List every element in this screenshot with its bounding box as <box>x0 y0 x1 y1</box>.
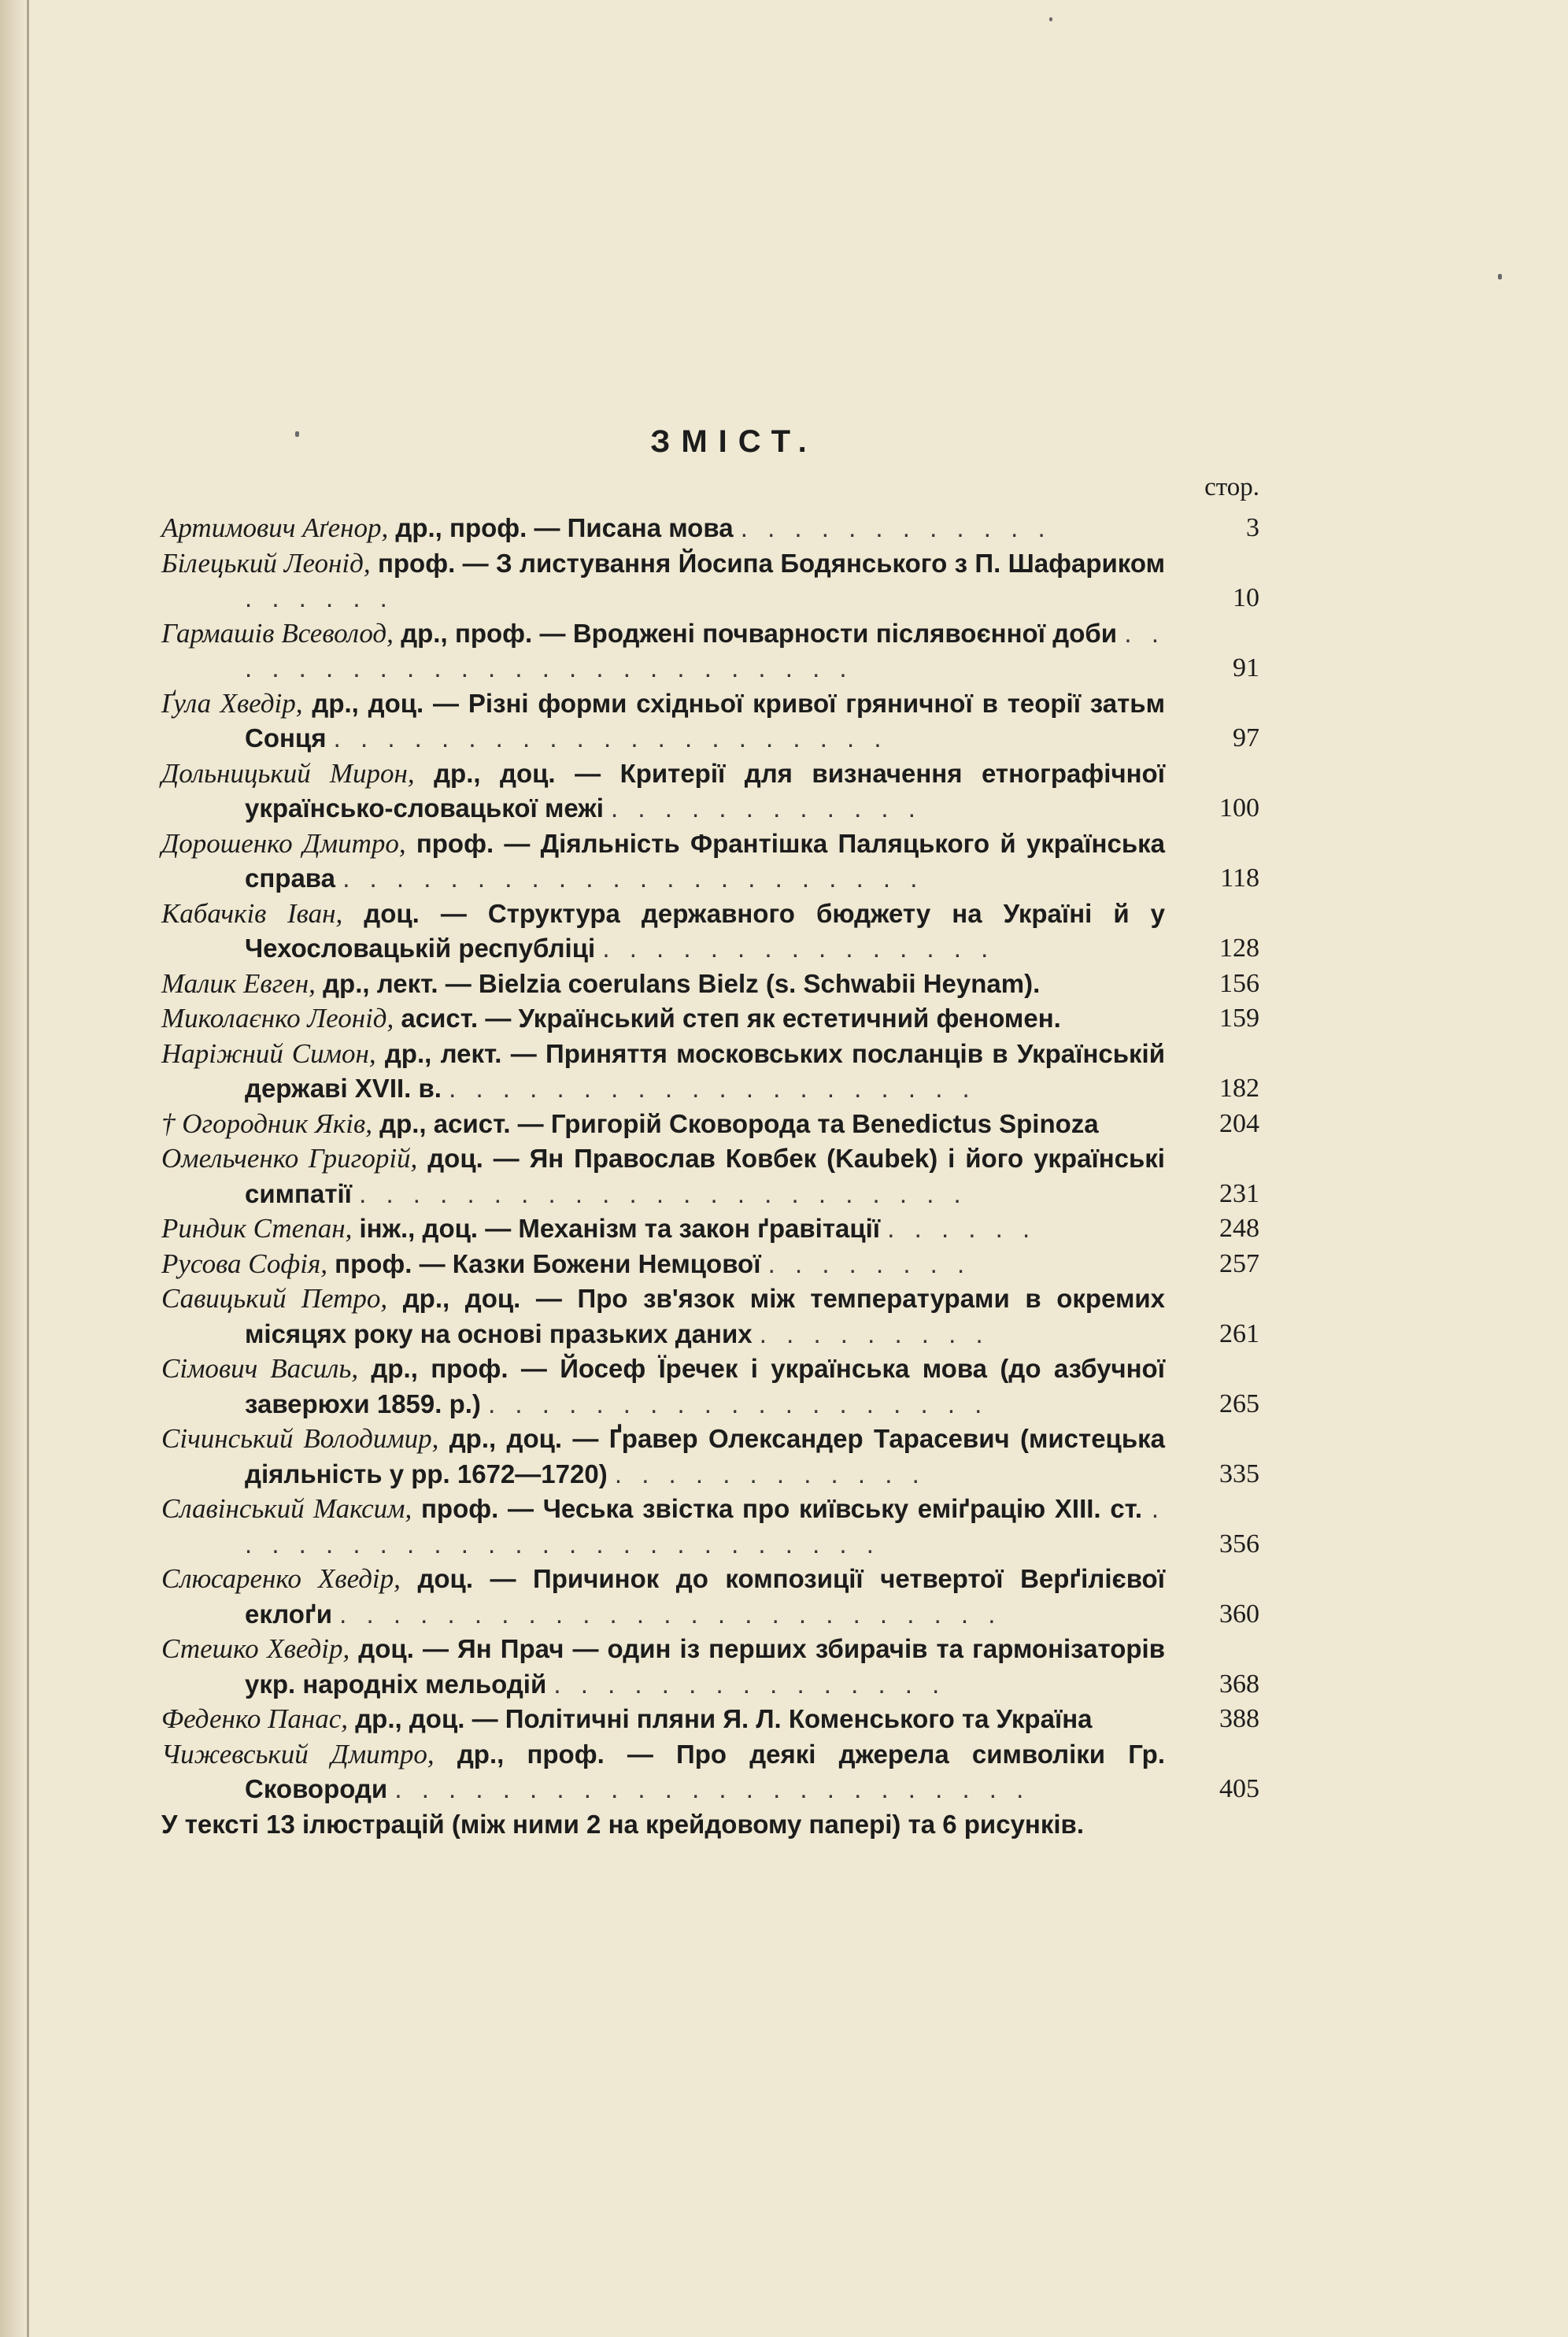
toc-entry-page: 356 <box>1219 1529 1259 1559</box>
toc-entry <box>161 1107 1259 1142</box>
table-of-contents <box>161 421 1259 1842</box>
toc-entry-text <box>161 1001 1259 1037</box>
illustrations-note: У тексті 13 ілюстрацій (між ними 2 на крейдовому папері) та 6 рисунків. <box>161 1809 1084 1839</box>
toc-entry-title: доц. — Ян Прач — один із перших збирачів та гармонізаторів укр. народніх мельодій <box>245 1634 1165 1699</box>
toc-entry-text <box>161 1107 1259 1142</box>
toc-entry-title: др., доц. — Про зв'язок між температурами в окремих місяцях року на основі празьких даних <box>245 1284 1166 1348</box>
toc-entry <box>161 756 1259 826</box>
toc-entry-page: 159 <box>1219 1004 1259 1033</box>
toc-entry-title: проф. — Казки Божени Немцової <box>327 1248 761 1278</box>
toc-leader-dots: . . . . . . . . . . . . . . . . . . . . . . . . <box>394 1774 1030 1803</box>
toc-entry <box>161 1141 1259 1211</box>
toc-entry-text <box>161 967 1259 1002</box>
toc-entry-text <box>161 1702 1259 1737</box>
toc-entry-author: Сімович Василь, <box>161 1353 359 1384</box>
toc-entry-author: Білецький Леонід, <box>161 547 371 579</box>
toc-entry-author: Риндик Степан, <box>161 1213 353 1244</box>
toc-entry-author: Наріжний Симон, <box>161 1037 376 1069</box>
toc-entry-page: 10 <box>1233 583 1259 612</box>
toc-entry <box>161 1422 1259 1492</box>
toc-entry <box>161 511 1259 546</box>
toc-entry-author: Русова Софія, <box>161 1248 327 1279</box>
toc-entry <box>161 1492 1259 1562</box>
toc-entry-text <box>161 1141 1259 1211</box>
toc-entry-title: проф. — Чеська звістка про київську еміґрацію XIII. ст. <box>412 1494 1143 1523</box>
toc-entry-page: 335 <box>1219 1459 1259 1488</box>
toc-leader-dots: . . . . . . . . . . . . . . . . . . . . . . . . . <box>245 1494 1166 1559</box>
toc-entry-page: 265 <box>1219 1389 1259 1418</box>
toc-entry-author: Славінський Максим, <box>161 1493 412 1524</box>
toc-entry-text <box>161 1247 1259 1282</box>
toc-entry-text <box>161 1352 1259 1422</box>
toc-entry-page: 388 <box>1219 1704 1259 1733</box>
toc-entry-title: др., доц. — Політичні пляни Я. Л. Коменського та Україна <box>348 1704 1093 1733</box>
toc-entry <box>161 616 1259 686</box>
toc-leader-dots: . . . . . . . . . . . . . . . <box>602 934 995 963</box>
toc-entry-author: Дорошенко Дмитро, <box>161 827 406 859</box>
toc-entry-author: Дольницький Мирон, <box>161 757 415 789</box>
toc-entry-text <box>161 1037 1259 1107</box>
toc-entry-title: інж., доц. — Механізм та закон ґравітації <box>352 1214 881 1243</box>
toc-entry-title: др., лект. — Приняття московських посланців в Українській державі XVII. в. <box>245 1038 1165 1103</box>
toc-entry-text <box>161 897 1259 967</box>
toc-entry-title: доц. — Ян Православ Ковбек (Kaubek) і його українські симпатії <box>245 1144 1165 1208</box>
toc-entry-title: др., проф. — Писана мова <box>388 513 734 542</box>
toc-leader-dots: . . . . . . . . . . . . . . . . . . . . . <box>333 723 888 752</box>
toc-entry-author: Миколаєнко Леонід, <box>161 1003 394 1034</box>
toc-entry <box>161 897 1259 967</box>
toc-entry-page: 97 <box>1233 723 1259 752</box>
toc-entry-title: проф. — Діяльність Франтішка Паляцького й українська справа <box>245 828 1165 893</box>
toc-entry-author: Савицький Петро, <box>161 1283 388 1314</box>
toc-entry <box>161 1001 1259 1037</box>
toc-entry <box>161 967 1259 1002</box>
toc-leader-dots: . . . . . . . . . <box>759 1318 989 1348</box>
toc-entry-page: 248 <box>1219 1214 1259 1243</box>
toc-entry-title: др., доц. — Критерії для визначення етнографічної українсько-словацької межі <box>245 758 1165 823</box>
toc-entry <box>161 1632 1259 1702</box>
toc-entries <box>161 511 1259 1807</box>
toc-entry-author: † Огородник Яків, <box>161 1107 372 1139</box>
toc-entry-page: 118 <box>1220 863 1259 893</box>
toc-entry-title: доц. — Причинок до композиції четвертої Верґілієвої еклоґи <box>245 1564 1165 1629</box>
ink-speck <box>1498 274 1502 279</box>
toc-entry-text <box>161 1737 1259 1807</box>
toc-entry-author: Кабачків Іван, <box>161 897 343 929</box>
toc-entry-author: Малик Евген, <box>161 967 316 999</box>
page-gutter-shadow <box>0 0 27 2337</box>
toc-entry-text <box>161 616 1259 686</box>
toc-entry <box>161 1737 1259 1807</box>
toc-entry-author: Січинський Володимир, <box>161 1423 439 1454</box>
toc-entry-author: Ґула Хведір, <box>161 687 303 719</box>
toc-entry-title: др., асист. — Григорій Сковорода та Benedictus Spinoza <box>372 1108 1099 1138</box>
toc-leader-dots: . . . . . . . . . . . . <box>740 513 1052 542</box>
toc-entry-author: Омельченко Григорій, <box>161 1143 418 1174</box>
toc-entry <box>161 546 1259 616</box>
toc-leader-dots: . . . . . . . . . . . . <box>611 793 922 823</box>
toc-entry-author: Феденко Панас, <box>161 1703 349 1734</box>
toc-entry-title: др., проф. — Йосеф Їречек і українська мова (до азбучної заверюхи 1859. р.) <box>245 1354 1165 1418</box>
toc-leader-dots: . . . . . . . . <box>767 1248 971 1278</box>
toc-entry-page: 257 <box>1219 1248 1259 1278</box>
toc-entry-page: 360 <box>1219 1599 1259 1629</box>
toc-entry-text <box>161 1492 1259 1562</box>
page-gutter-line <box>27 0 29 2337</box>
toc-entry-author: Чижевський Дмитро, <box>161 1738 435 1769</box>
toc-entry-page: 156 <box>1219 968 1259 998</box>
toc-entry-author: Артимович Аґенор, <box>161 512 389 543</box>
toc-leader-dots: . . . . . . . . . . . . . . . . . . . . <box>449 1074 976 1103</box>
toc-entry <box>161 1037 1259 1107</box>
toc-entry <box>161 686 1259 756</box>
toc-entry-text <box>161 1211 1259 1247</box>
toc-title: ЗМІСТ. <box>650 424 818 459</box>
toc-entry <box>161 1702 1259 1737</box>
toc-leader-dots: . . . . . . <box>887 1214 1037 1243</box>
toc-leader-dots: . . . . . . . . . . . . . . . . . . . <box>488 1389 989 1418</box>
toc-leader-dots: . . . . . . . . . . . . <box>614 1459 926 1488</box>
toc-entry-page: 100 <box>1219 793 1259 823</box>
toc-entry-page: 182 <box>1219 1074 1259 1103</box>
toc-entry-author: Гармашів Всеволод, <box>161 617 394 649</box>
toc-entry-title: др., проф. — Про деякі джерела символіки Гр. Сковороди <box>245 1739 1165 1803</box>
toc-entry-text <box>161 1562 1259 1632</box>
toc-entry <box>161 826 1259 897</box>
toc-leader-dots: . . . . . . . . . . . . . . . <box>553 1669 946 1699</box>
toc-leader-dots: . . . . . . <box>245 583 394 612</box>
toc-entry-text <box>161 546 1259 616</box>
toc-entry-text <box>161 756 1259 826</box>
toc-entry <box>161 1281 1259 1352</box>
toc-leader-dots: . . . . . . . . . . . . . . . . . . . . . . . . . <box>245 618 1165 682</box>
toc-entry-title: др., доц. — Різні форми східньої кривої гряничної в теорії затьм Сонця <box>245 688 1165 752</box>
toc-entry-title: др., доц. — Ґравер Олександер Тарасевич (мистецька діяльність у рр. 1672—1720) <box>245 1424 1165 1488</box>
toc-leader-dots: . . . . . . . . . . . . . . . . . . . . . . <box>342 863 924 893</box>
toc-entry-page: 368 <box>1219 1669 1259 1699</box>
toc-entry <box>161 1352 1259 1422</box>
toc-entry-text <box>161 686 1259 756</box>
toc-entry-text <box>161 1281 1259 1352</box>
toc-entry-text <box>161 511 1259 546</box>
toc-entry-page: 128 <box>1219 934 1259 963</box>
toc-entry-page: 405 <box>1219 1774 1259 1803</box>
ink-speck <box>1049 17 1052 21</box>
toc-entry <box>161 1211 1259 1247</box>
toc-entry-text <box>161 826 1259 897</box>
toc-entry <box>161 1247 1259 1282</box>
toc-entry-title: проф. — З листування Йосипа Бодянського з П. Шафариком <box>370 548 1165 578</box>
toc-entry <box>161 1562 1259 1632</box>
toc-entry-title: др., лект. — Bielzia coerulans Bielz (s. Schwabii Heynam). <box>315 968 1041 998</box>
toc-leader-dots: . . . . . . . . . . . . . . . . . . . . . . . . . <box>339 1599 1002 1629</box>
toc-entry-title: асист. — Український степ як естетичний феномен. <box>394 1004 1061 1033</box>
toc-entry-text <box>161 1422 1259 1492</box>
toc-entry-title: др., проф. — Вроджені почварности післявоєнної доби <box>393 618 1118 648</box>
toc-entry-page: 91 <box>1233 653 1259 682</box>
toc-entry-title: доц. — Структура державного бюджету на Україні й у Чехословацькій республіці <box>245 898 1166 963</box>
toc-entry-page: 3 <box>1246 513 1259 542</box>
page-column-header: стор. <box>1204 473 1259 501</box>
toc-entry-page: 261 <box>1219 1318 1259 1348</box>
toc-entry-author: Стешко Хведір, <box>161 1633 350 1664</box>
toc-entry-text <box>161 1632 1259 1702</box>
toc-entry-page: 231 <box>1219 1178 1259 1208</box>
toc-entry-author: Слюсаренко Хведір, <box>161 1563 401 1594</box>
toc-leader-dots: . . . . . . . . . . . . . . . . . . . . . . . <box>359 1178 967 1208</box>
toc-entry-page: 204 <box>1219 1108 1259 1138</box>
